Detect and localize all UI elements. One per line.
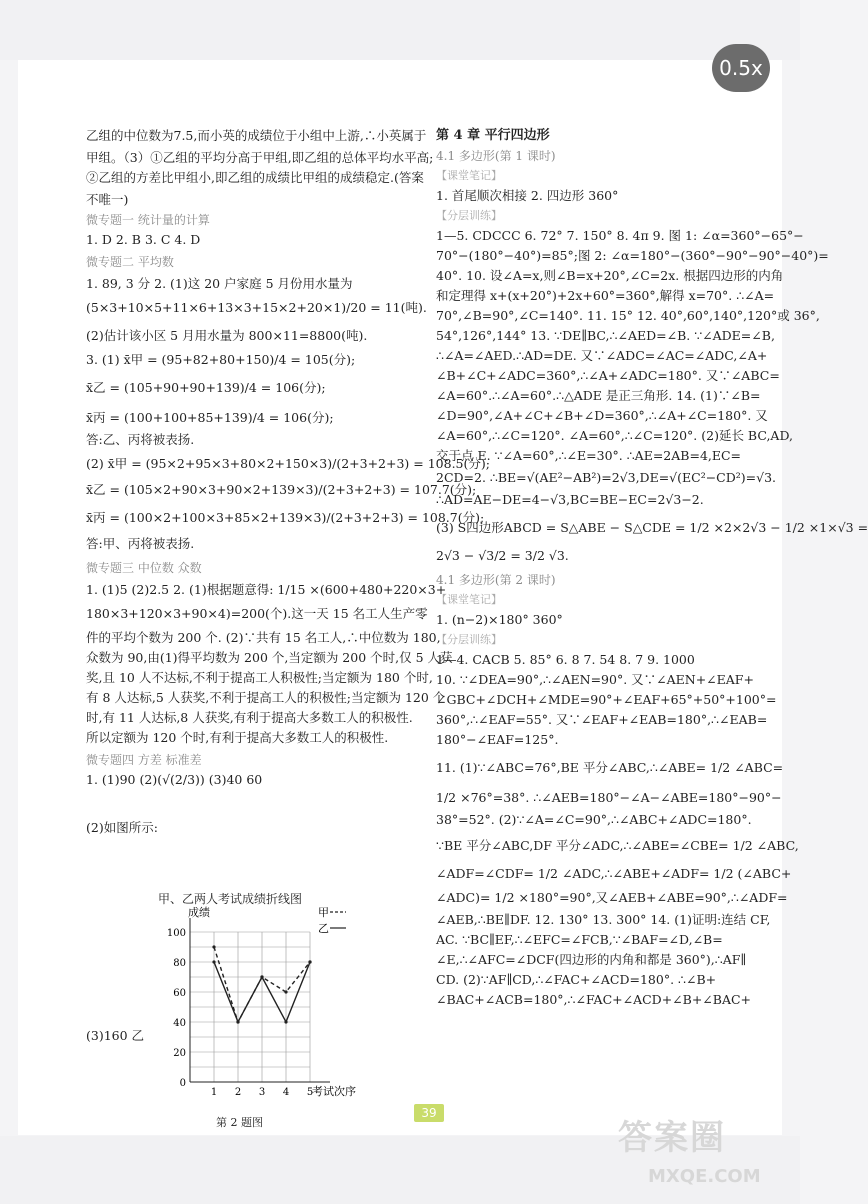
right-line: 2CD=2. ∴BE=√(AE²−AB²)=2√3,DE=√(EC²−CD²)=√3. (436, 470, 777, 485)
right-line: 【课堂笔记】 (436, 169, 502, 182)
left-line: x̄丙 = (100+100+85+139)/4 = 106(分); (86, 410, 334, 425)
right-line: AC. ∵BC∥EF,∴∠EFC=∠FCB,∵∠BAF=∠D,∠B= (436, 932, 723, 947)
left-line: (3)160 乙 (86, 1028, 145, 1043)
x-tick-label: 1 (210, 1087, 218, 1098)
right-line: 1—5. CDCCC 6. 72° 7. 150° 8. 4π 9. 图 1: ∠α=360°−65°− (436, 228, 804, 243)
legend-label: 甲 (318, 906, 329, 919)
right-line: (3) S四边形ABCD = S△ABE − S△CDE = 1/2 ×2×2√3 − 1/2 ×1×√3 = (436, 520, 868, 535)
right-line: 38°=52°. (2)∵∠A=∠C=90°,∴∠ABC+∠ADC=180°. (436, 812, 752, 827)
left-line: 众数为 90,由(1)得平均数为 200 个,当定额为 200 个时,仅 5 人获 (86, 650, 453, 665)
left-line: 所以定额为 120 个时,有利于提高大多数工人的积极性. (86, 730, 389, 745)
right-line: 360°,∴∠EAF=55°. 又∵∠EAF+∠EAB=180°,∴∠EAB= (436, 712, 768, 727)
left-line: 180×3+120×3+90×4)=200(个).这一天 15 名工人生产零 (86, 606, 428, 621)
left-line: 微专题二 平均数 (86, 255, 174, 269)
left-line: (2)估计该小区 5 月用水量为 800×11=8800(吨). (86, 328, 368, 343)
right-line: ∠D=90°,∠A+∠C+∠B+∠D=360°,∴∠A+∠C=180°. 又 (436, 408, 768, 423)
left-line: 1. (1)90 (2)(√(2/3)) (3)40 60 (86, 772, 263, 787)
data-point (284, 990, 287, 993)
left-line: (2)如图所示: (86, 820, 158, 835)
y-tick-label: 0 (179, 1078, 186, 1089)
left-line: 甲组。（3）①乙组的平均分高于甲组,即乙组的总体平均水平高; (86, 150, 434, 165)
left-line: 1. (1)5 (2)2.5 2. (1)根据题意得: 1/15 ×(600+480+220×3+ (86, 582, 447, 597)
right-line: 11. (1)∵∠ABC=76°,BE 平分∠ABC,∴∠ABE= 1/2 ∠ABC= (436, 760, 784, 775)
x-axis-label: 考试次序 (312, 1085, 356, 1098)
right-line: ∠AEB,∴BE∥DF. 12. 130° 13. 300° 14. (1)证明:连结 CF, (436, 912, 771, 927)
right-line: ∠A=60°,∴∠C=120°. ∠A=60°,∴∠C=120°. (2)延长 BC,AD, (436, 428, 794, 443)
right-line: 【课堂笔记】 (436, 593, 502, 606)
right-line: ∠BAC+∠ACB=180°,∴∠FAC+∠ACD+∠B+∠BAC+ (436, 992, 752, 1007)
left-line: ②乙组的方差比甲组小,即乙组的成绩比甲组的成绩稳定.(答案 (86, 170, 424, 185)
y-tick-label: 40 (173, 1018, 186, 1029)
left-line: 微专题一 统计量的计算 (86, 213, 210, 227)
right-line: 2√3 − √3/2 = 3/2 √3. (436, 548, 569, 563)
left-line: (2) x̄甲 = (95×2+95×3+80×2+150×3)/(2+3+2+3) = 108.5(分); (86, 456, 490, 471)
left-line: 乙组的中位数为7.5,而小英的成绩位于小组中上游,∴小英属于 (86, 128, 427, 143)
x-tick-label: 2 (234, 1087, 242, 1098)
right-line: ∵BE 平分∠ABC,DF 平分∠ADC,∴∠ABE=∠CBE= 1/2 ∠ABC, (436, 838, 799, 853)
right-line: 4.1 多边形(第 2 课时) (436, 573, 556, 587)
right-line: 第 4 章 平行四边形 (436, 128, 550, 143)
left-line: 时,有 11 人达标,8 人获奖,有利于提高大多数工人的积极性. (86, 710, 413, 725)
right-line: 54°,126°,144° 13. ∵DE∥BC,∴∠AED=∠B. ∵∠ADE=∠B, (436, 328, 775, 343)
data-point (212, 945, 215, 948)
right-line: ∴AD=AE−DE=4−√3,BC=BE−EC=2√3−2. (436, 492, 704, 507)
y-tick-label: 60 (173, 988, 186, 999)
right-line: 70°,∠B=90°,∠C=140°. 11. 15° 12. 40°,60°,140°,120°或 36°, (436, 308, 820, 323)
right-line: ∠E,∴∠AFC=∠DCF(四边形的内角和都是 360°),∴AF∥ (436, 952, 747, 967)
data-point (308, 960, 311, 963)
left-line: x̄乙 = (105+90+90+139)/4 = 106(分); (86, 380, 326, 395)
left-line: (5×3+10×5+11×6+13×3+15×2+20×1)/20 = 11(吨). (86, 300, 427, 315)
left-line: 不唯一) (86, 192, 129, 207)
right-line: 1. 首尾顺次相接 2. 四边形 360° (436, 188, 619, 203)
y-tick-label: 20 (173, 1048, 186, 1059)
y-axis-label: 成绩 (188, 906, 210, 919)
right-line: 【分层训练】 (436, 633, 502, 646)
data-point (236, 1020, 239, 1023)
page-number-badge: 39 (414, 1104, 444, 1122)
right-line: 1—4. CACB 5. 85° 6. 8 7. 54 8. 7 9. 1000 (436, 652, 695, 667)
left-line: 奖,且 10 人不达标,不利于提高工人积极性;当定额为 180 个时, (86, 670, 433, 685)
right-line: 和定理得 x+(x+20°)+2x+60°=360°,解得 x=70°. ∴∠A= (436, 288, 775, 303)
y-tick-label: 100 (166, 928, 186, 939)
watermark-brand: MXQE.COM (648, 1166, 761, 1187)
zoom-level-button[interactable]: 0.5x (712, 44, 770, 92)
right-line: ∴∠A=∠AED.∴AD=DE. 又∵∠ADC=∠AC=∠ADC,∠A+ (436, 348, 768, 363)
document-page (18, 60, 868, 1135)
watermark-cn: 答案圈 (618, 1118, 726, 1158)
left-line: 答:甲、丙将被表扬. (86, 536, 195, 551)
left-line: 1. 89, 3 分 2. (1)这 20 户家庭 5 月份用水量为 (86, 276, 353, 291)
right-line: ∠GBC+∠DCH+∠MDE=90°+∠EAF+65°+50°+100°= (436, 692, 777, 707)
left-line: 3. (1) x̄甲 = (95+82+80+150)/4 = 105(分); (86, 352, 356, 367)
x-tick-label: 3 (258, 1087, 266, 1098)
left-line: x̄丙 = (100×2+100×3+85×2+139×3)/(2+3+2+3) = 108.7(分); (86, 510, 485, 525)
x-tick-label: 5 (306, 1087, 314, 1098)
right-line: 70°−(180°−40°)=85°;图 2: ∠α=180°−(360°−90°−90°−40°)= (436, 248, 829, 263)
x-tick-label: 4 (282, 1087, 290, 1098)
left-line: x̄乙 = (105×2+90×3+90×2+139×3)/(2+3+2+3) = 107.7(分); (86, 482, 477, 497)
left-line: 微专题四 方差 标准差 (86, 753, 202, 767)
right-line: ∠ADC)= 1/2 ×180°=90°,又∠AEB+∠ABE=90°,∴∠ADF= (436, 890, 788, 905)
right-line: 10. ∵∠DEA=90°,∴∠AEN=90°. 又∵∠AEN+∠EAF+ (436, 672, 754, 687)
line-chart (148, 902, 356, 1112)
left-line: 1. D 2. B 3. C 4. D (86, 232, 201, 247)
right-line: CD. (2)∵AF∥CD,∴∠FAC+∠ACD=180°. ∴∠B+ (436, 972, 717, 987)
legend-label: 乙 (318, 922, 329, 935)
y-tick-label: 80 (173, 958, 186, 969)
data-point (284, 1020, 287, 1023)
right-line: 40°. 10. 设∠A=x,则∠B=x+20°,∠C=2x. 根据四边形的内角 (436, 268, 784, 283)
right-line: 1/2 ×76°=38°. ∴∠AEB=180°−∠A−∠ABE=180°−90°− (436, 790, 782, 805)
viewer-top-bar (0, 0, 800, 60)
right-line: 180°−∠EAF=125°. (436, 732, 559, 747)
right-line: ∠B+∠C+∠ADC=360°,∴∠A+∠ADC=180°. 又∵∠ABC= (436, 368, 780, 383)
right-line: 1. (n−2)×180° 360° (436, 612, 563, 627)
chart-caption: 第 2 题图 (216, 1116, 263, 1129)
right-line: ∠A=60°.∴∠A=60°.∴△ADE 是正三角形. 14. (1)∵∠B= (436, 388, 761, 403)
right-line: 交于点 E. ∵∠A=60°,∴∠E=30°. ∴AE=2AB=4,EC= (436, 448, 742, 463)
right-line: 4.1 多边形(第 1 课时) (436, 149, 556, 163)
left-line: 有 8 人达标,5 人获奖,不利于提高工人的积极性;当定额为 120 个 (86, 690, 446, 705)
left-line: 答:乙、丙将被表扬. (86, 432, 195, 447)
right-line: 【分层训练】 (436, 209, 502, 222)
data-point (212, 960, 215, 963)
chart-title: 甲、乙两人考试成绩折线图 (158, 892, 303, 906)
right-line: ∠ADF=∠CDF= 1/2 ∠ADC,∴∠ABE+∠ADF= 1/2 (∠ABC+ (436, 866, 792, 881)
left-line: 微专题三 中位数 众数 (86, 561, 202, 575)
left-line: 件的平均个数为 200 个. (2)∵共有 15 名工人,∴中位数为 180, (86, 630, 441, 645)
data-point (260, 975, 263, 978)
